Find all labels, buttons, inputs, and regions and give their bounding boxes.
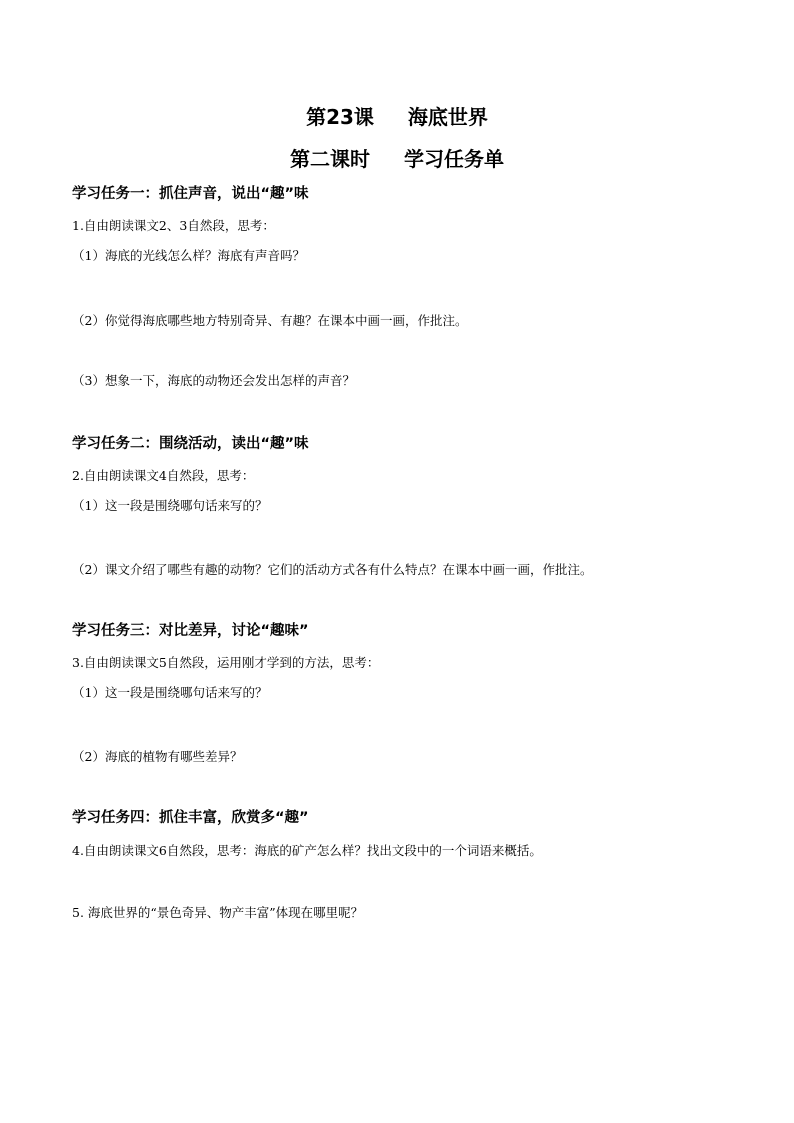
worksheet-subtitle <box>0 146 794 172</box>
task-1-heading: 学习任务一：抓住声音，说出“趣”味 <box>72 186 309 202</box>
final-question: 5. 海底世界的“景色奇异、物产丰富”体现在哪里呢？ <box>72 905 364 920</box>
task-2-heading: 学习任务二：围绕活动，读出“趣”味 <box>72 436 309 452</box>
lesson-number: 第23课 <box>306 105 374 129</box>
task-3-question-1: （1）这一段是围绕哪句话来写的？ <box>72 685 268 700</box>
task-3-question-2: （2）海底的植物有哪些差异？ <box>72 749 243 764</box>
task-2-question-2: （2）课文介绍了哪些有趣的动物？它们的活动方式各有什么特点？在课本中画一画，作批注。 <box>72 562 593 577</box>
task-2-prompt: 2.自由朗读课文4自然段，思考： <box>72 468 255 483</box>
lesson-name: 海底世界 <box>407 105 488 129</box>
task-4-heading: 学习任务四：抓住丰富，欣赏多“趣” <box>72 810 309 826</box>
worksheet-name: 学习任务单 <box>404 147 504 171</box>
task-1-question-3: （3）想象一下，海底的动物还会发出怎样的声音？ <box>72 373 355 388</box>
task-3-heading: 学习任务三：对比差异，讨论“趣味” <box>72 623 309 639</box>
lesson-title <box>0 104 794 130</box>
task-1-question-1: （1）海底的光线怎么样？海底有声音吗？ <box>72 248 305 263</box>
task-4-prompt: 4.自由朗读课文6自然段，思考：海底的矿产怎么样？找出文段中的一个词语来概括。 <box>72 843 542 858</box>
task-2-question-1: （1）这一段是围绕哪句话来写的？ <box>72 498 268 513</box>
task-1-question-2: （2）你觉得海底哪些地方特别奇异、有趣？在课本中画一画，作批注。 <box>72 313 468 328</box>
class-period: 第二课时 <box>290 147 370 171</box>
task-3-prompt: 3.自由朗读课文5自然段，运用刚才学到的方法，思考： <box>72 655 380 670</box>
task-1-prompt: 1.自由朗读课文2、3自然段，思考： <box>72 218 275 233</box>
